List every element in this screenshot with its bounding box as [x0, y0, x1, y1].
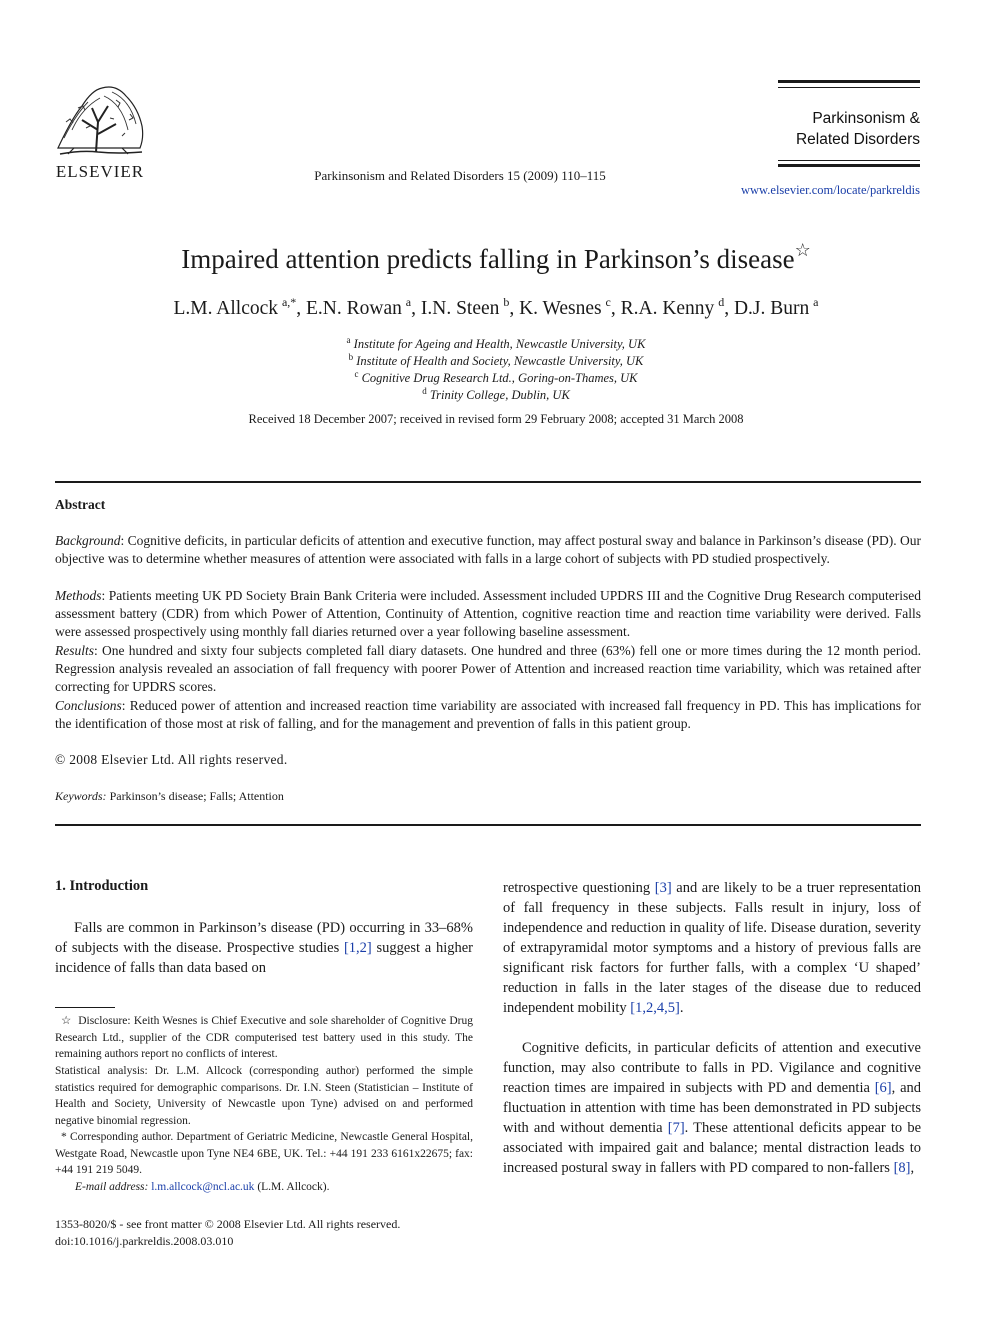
footnote-corresponding: * Corresponding author. Department of Geriatric Medicine, Newcastle General Hospital, Westgate Road, Newcastle upon Tyne NE4 6BE, UK. Tel.: +44 191 233 6161x22675; fax: +44 191 219 5049. [55, 1131, 473, 1177]
footnote-rule [55, 1007, 115, 1008]
abstract-methods-text: : Patients meeting UK PD Society Brain Bank Criteria were included. Assessment included UPDRS III and the Cognitive Drug Research computerised assessment battery (CDR) from which Power of Attention, Continuity of Attention, cognitive reaction time and reaction time variability were derived. Falls were assessed prospectively using monthly fall diaries returned over a year following baseline assessment. [55, 588, 921, 640]
author-name: D.J. Burn [733, 298, 810, 319]
author-affil-mark[interactable]: a [405, 295, 412, 309]
citation-link[interactable]: [7] [667, 1120, 685, 1136]
abstract-conclusions [55, 697, 921, 733]
section-heading-introduction: 1. Introduction [55, 878, 149, 894]
abstract-methods [55, 587, 921, 642]
abstract-conclusions-label: Conclusions [55, 698, 122, 713]
abstract-results-text: : One hundred and sixty four subjects completed fall diary datasets. One hundred and three (63%) fell one or more times during the 12 month period. Regression analysis revealed an association of fall frequency with poorer Power of Attention and increased reaction time variability, which was retained after correcting for UPDRS scores. [55, 643, 921, 695]
email-suffix: (L.M. Allcock). [257, 1181, 330, 1193]
footnote-statistical: Statistical analysis: Dr. L.M. Allcock (corresponding author) performed the simple statistics required for demographic comparisons. Dr. I.N. Steen (Statistician – Institute of Health and Society, University of Newcastle upon Tyne) advised on and performed negative binomial regression. [55, 1065, 473, 1128]
abstract-methods-label: Methods [55, 588, 102, 603]
abstract-background-text: : Cognitive deficits, in particular deficits of attention and executive function, may affect postural sway and balance in Parkinson’s disease (PD). Our objective was to determine whether measures of attention were associated with falls in a large cohort of subjects with PD studied prospectively. [55, 533, 921, 567]
abstract-background [55, 532, 921, 568]
paragraph-text: retrospective questioning [503, 880, 655, 896]
affiliation [0, 335, 992, 352]
article-title [0, 240, 992, 275]
email-link[interactable]: l.m.allcock@ncl.ac.uk [151, 1181, 255, 1193]
abstract-results [55, 642, 921, 697]
abstract-heading: Abstract [55, 497, 106, 512]
journal-citation: Parkinsonism and Related Disorders 15 (2009) 110–115 [314, 168, 606, 183]
author-name: K. Wesnes [519, 298, 602, 319]
received-dates: Received 18 December 2007; received in revised form 29 February 2008; accepted 31 March 2008 [248, 412, 744, 426]
keywords [55, 789, 284, 804]
affiliation-text: Cognitive Drug Research Ltd., Goring-on-Thames, UK [361, 371, 638, 385]
brand-rule-bottom [778, 164, 920, 167]
footnote-disclosure [55, 1013, 473, 1063]
title-footnote-mark[interactable]: ☆ [794, 240, 811, 260]
journal-brand-line1: Parkinsonism & [812, 110, 920, 127]
citation-link[interactable]: [1,2] [343, 940, 372, 956]
affiliation-mark: b [348, 352, 354, 362]
author-name: L.M. Allcock [173, 298, 279, 319]
front-matter-footer [55, 1216, 400, 1249]
affiliation-mark: d [422, 386, 427, 396]
paragraph-text: Cognitive deficits, in particular deficits of attention and executive function, may also contribute to falls in PD. Vigilance and cognitive reaction times are impaired in subjects with PD and dementia [503, 1040, 921, 1096]
paragraph-text: and are likely to be a truer representation of fall frequency in these subjects. Falls result in injury, loss of independence and reduction in quality of life. Disease duration, severity of extrapyramidal motor symptoms and a history of previous falls are significant risk factors for further falls, with a complex ‘U shaped’ reduction in falls in the later stages of the disease due to reduced independent mobility [503, 880, 922, 1016]
affiliation-text: Institute of Health and Society, Newcastle University, UK [356, 354, 644, 368]
footnote-email [55, 1179, 473, 1196]
paragraph-text: suggest a higher incidence of falls than data based on [55, 940, 473, 976]
footnote-text: Disclosure: Keith Wesnes is Chief Executive and sole shareholder of Cognitive Drug Research Ltd., supplier of the CDR computerised test battery used in this study. The remaining authors report no conflicts of interest. [55, 1015, 474, 1061]
journal-brand-line2: Related Disorders [795, 131, 920, 148]
author-affil-mark[interactable]: c [605, 295, 611, 309]
paragraph-text: , [910, 1160, 915, 1176]
keywords-label: Keywords: [55, 789, 107, 803]
affiliation-mark: a [346, 335, 351, 345]
paragraph-text: . [679, 1000, 684, 1016]
author-name: I.N. Steen [420, 298, 500, 319]
email-label: E-mail address: [75, 1181, 149, 1193]
header-rule-thick [778, 80, 920, 83]
abstract-rule-bottom [55, 824, 921, 826]
affiliation-text: Institute for Ageing and Health, Newcastle University, UK [353, 337, 646, 351]
journal-brand [760, 108, 920, 150]
abstract-conclusions-text: : Reduced power of attention and increased reaction time variability are associated with increased fall frequency in PD. This has implications for the identification of those most at risk of falling, and for the management and prevention of falls in this patient group. [55, 698, 921, 732]
keywords-list: Parkinson’s disease; Falls; Attention [109, 789, 284, 803]
author-affil-mark[interactable]: a [813, 295, 819, 309]
paragraph-text: , and fluctuation in attention with time has been demonstrated in PD subjects with and without dementia [503, 1080, 921, 1136]
affiliation [0, 352, 992, 369]
paragraph-text: . These attentional deficits appear to be associated with impaired gait and balance; mental distraction leads to increased postural sway in fallers with PD compared to non-fallers [503, 1120, 921, 1176]
author-affil-mark[interactable]: a,* [281, 295, 297, 309]
author-name: E.N. Rowan [306, 298, 402, 319]
footnote-star-mark: ☆ [61, 1015, 72, 1027]
doi-line: doi:10.1016/j.parkreldis.2008.03.010 [55, 1233, 234, 1248]
abstract-background-label: Background [55, 533, 121, 548]
abstract-copyright: © 2008 Elsevier Ltd. All rights reserved. [55, 752, 288, 767]
intro-paragraph-2 [503, 878, 921, 1018]
citation-link[interactable]: [1,2,4,5] [630, 1000, 680, 1016]
brand-rule-top [778, 160, 920, 161]
header-rule-thin [778, 87, 920, 88]
affiliation [0, 369, 992, 386]
author-affil-mark[interactable]: b [503, 295, 510, 309]
abstract-results-label: Results [55, 643, 94, 658]
intro-paragraph-1 [55, 918, 473, 978]
affiliation-mark: c [354, 369, 359, 379]
author-affil-mark[interactable]: d [718, 295, 725, 309]
affiliation [0, 386, 992, 403]
paragraph-text: Falls are common in Parkinson’s disease (PD) occurring in 33–68% of subjects with the disease. Prospective studies [55, 920, 473, 956]
elsevier-wordmark: ELSEVIER [55, 162, 145, 181]
citation-link[interactable]: [6] [874, 1080, 892, 1096]
elsevier-tree-icon [52, 78, 148, 160]
affiliation-text: Trinity College, Dublin, UK [429, 388, 570, 402]
issn-line: 1353-8020/$ - see front matter © 2008 Elsevier Ltd. All rights reserved. [55, 1217, 401, 1231]
journal-url-link[interactable]: www.elsevier.com/locate/parkreldis [741, 183, 920, 197]
author-name: R.A. Kenny [620, 298, 715, 319]
article-title-text: Impaired attention predicts falling in Parkinson’s disease [181, 244, 795, 274]
citation-link[interactable]: [3] [654, 880, 672, 896]
abstract-rule-top [55, 481, 921, 483]
intro-paragraph-3 [503, 1038, 921, 1178]
citation-link[interactable]: [8] [893, 1160, 911, 1176]
author-list: L.M. Allcock $^{a,*}$, E.N. Rowan $^a$, I.N. Steen $^b$, K. Wesnes $^c$, R.A. Kenny $^d$, D.J. Burn $^a$ [173, 295, 819, 319]
elsevier-logo [52, 78, 148, 182]
